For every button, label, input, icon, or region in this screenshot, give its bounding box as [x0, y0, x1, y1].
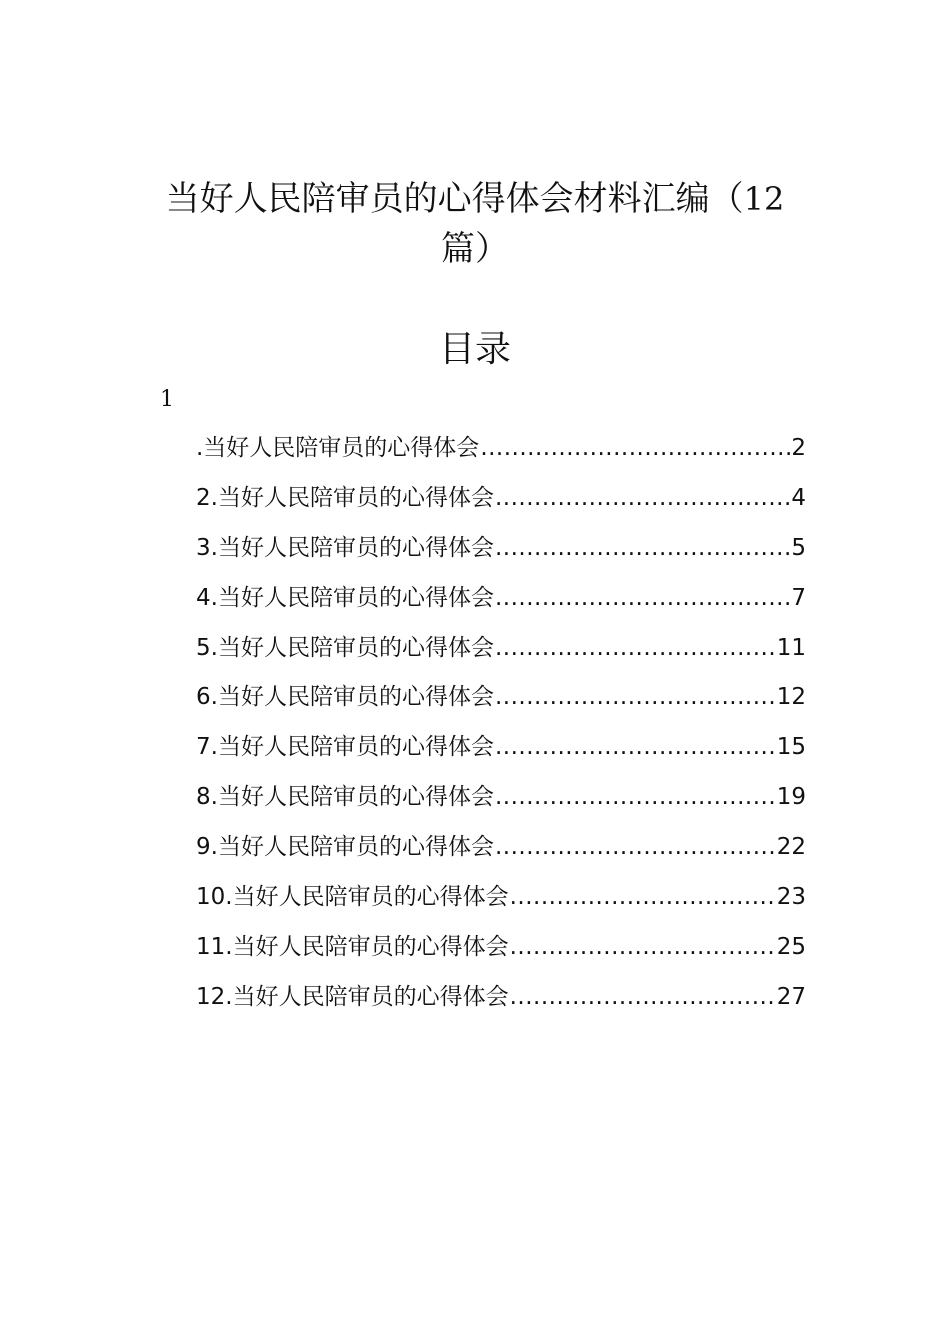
toc-entry-1[interactable] — [196, 428, 806, 478]
toc-dot-leader — [495, 528, 790, 568]
toc-entry-10[interactable] — [196, 877, 806, 927]
document-title-tail: 篇） — [441, 229, 509, 269]
toc-entry-page: 7 — [791, 584, 806, 611]
toc-dot-leader — [495, 677, 776, 717]
toc-entry-2[interactable] — [196, 478, 806, 528]
toc-entry-label: 10.当好人民陪审员的心得体会 — [196, 884, 509, 911]
toc-entry-8[interactable] — [196, 777, 806, 827]
toc-entry-page: 12 — [776, 684, 806, 711]
toc-entry-label: .当好人民陪审员的心得体会 — [196, 435, 480, 461]
toc-dot-leader — [510, 927, 776, 967]
toc-entry-label: 6.当好人民陪审员的心得体会 — [196, 684, 494, 711]
toc-heading: 目录 — [438, 329, 511, 370]
toc-dot-leader — [495, 578, 790, 618]
toc-entry-page: 22 — [776, 834, 806, 861]
toc-entry-page: 15 — [776, 734, 806, 761]
toc-entry-page: 4 — [791, 484, 806, 511]
toc-entry-9[interactable] — [196, 827, 806, 877]
toc-entry-4[interactable] — [196, 578, 806, 628]
toc-dot-leader — [495, 777, 776, 817]
toc-entry-label: 12.当好人民陪审员的心得体会 — [196, 983, 509, 1010]
toc-entry-label: 7.当好人民陪审员的心得体会 — [196, 734, 494, 761]
toc-entry-label: 2.当好人民陪审员的心得体会 — [196, 484, 494, 511]
toc-dot-leader — [495, 727, 776, 767]
table-of-contents — [196, 428, 806, 1027]
toc-dot-leader — [480, 428, 790, 468]
toc-entry-6[interactable] — [196, 677, 806, 727]
document-title-main: 当好人民陪审员的心得体会材料汇编（ — [165, 179, 744, 219]
document-title — [150, 174, 800, 274]
toc-entry-label: 8.当好人民陪审员的心得体会 — [196, 784, 494, 811]
toc-entry-11[interactable] — [196, 927, 806, 977]
toc-entry-label: 3.当好人民陪审员的心得体会 — [196, 534, 494, 561]
toc-entry-3[interactable] — [196, 528, 806, 578]
toc-entry-label: 9.当好人民陪审员的心得体会 — [196, 834, 494, 861]
toc-entry-7[interactable] — [196, 727, 806, 777]
toc-entry-page: 11 — [776, 634, 806, 661]
document-title-count: 12 — [743, 180, 785, 218]
toc-entry-page: 25 — [776, 933, 806, 960]
toc-dot-leader — [495, 478, 790, 518]
toc-entry-label: 4.当好人民陪审员的心得体会 — [196, 584, 494, 611]
toc-entry-5[interactable] — [196, 628, 806, 678]
toc-entry-label: 11.当好人民陪审员的心得体会 — [196, 933, 509, 960]
toc-dot-leader — [510, 977, 776, 1017]
toc-dot-leader — [510, 877, 776, 917]
toc-entry-page: 19 — [776, 784, 806, 811]
toc-entry-page: 5 — [791, 534, 806, 561]
toc-dot-leader — [495, 628, 776, 668]
toc-entry-label: 5.当好人民陪审员的心得体会 — [196, 634, 494, 661]
page-marker: 1 — [160, 387, 174, 412]
toc-entry-12[interactable] — [196, 977, 806, 1027]
toc-entry-page: 23 — [776, 884, 806, 911]
toc-entry-page: 27 — [776, 983, 806, 1010]
toc-entry-page: 2 — [791, 435, 806, 461]
toc-dot-leader — [495, 827, 776, 867]
